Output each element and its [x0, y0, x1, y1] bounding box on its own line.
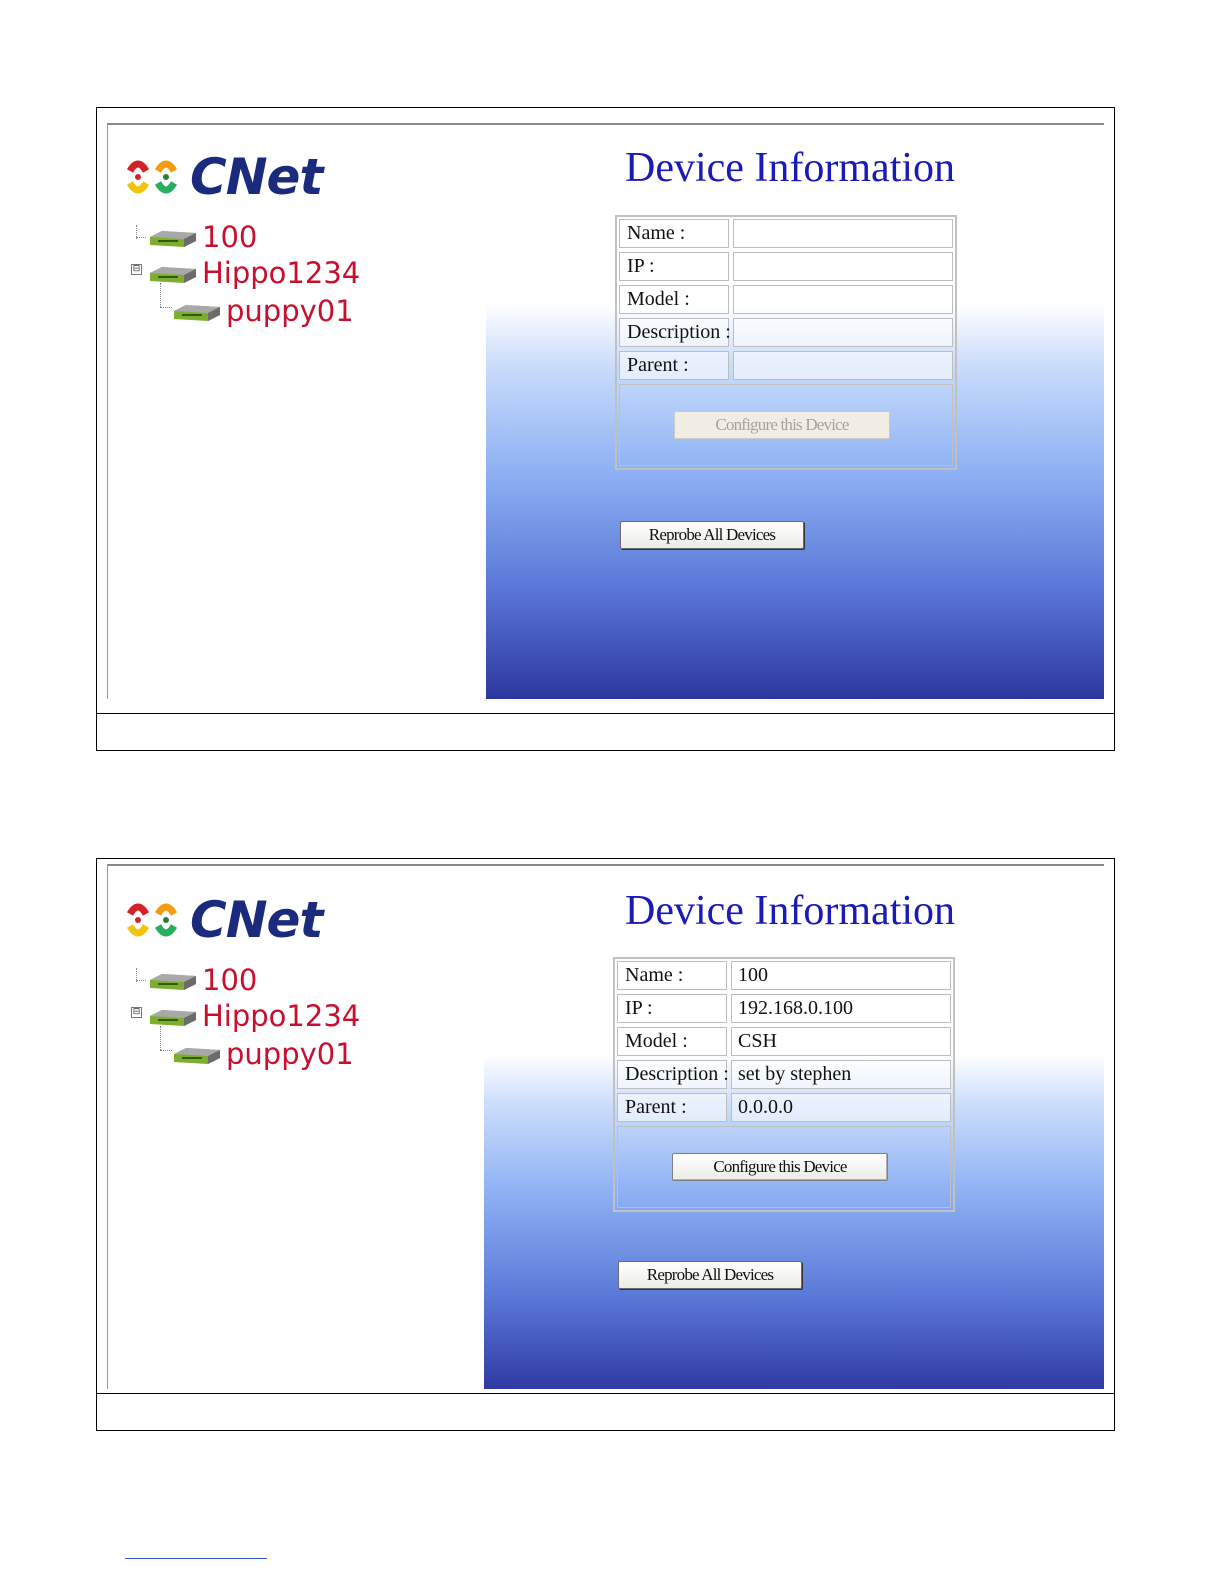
network-switch-icon [148, 1006, 198, 1028]
app-window [107, 123, 1104, 699]
tree-connector [136, 237, 146, 238]
tree-item-label: 100 [202, 220, 258, 254]
configure-device-button[interactable]: Configure this Device [672, 1153, 888, 1181]
device-info-form [615, 215, 957, 470]
tree-item-label: Hippo1234 [202, 256, 361, 290]
cnet-logo-icon [124, 894, 190, 950]
network-switch-icon [148, 227, 198, 249]
parent-field[interactable] [733, 351, 953, 380]
field-row-model [617, 1027, 951, 1058]
field-label: Description : [619, 318, 729, 347]
field-row-ip [617, 994, 951, 1025]
device-info-form [613, 957, 955, 1212]
parent-field[interactable]: 0.0.0.0 [731, 1093, 951, 1122]
tree-connector [160, 307, 172, 308]
collapse-toggle-icon[interactable]: ⊟ [132, 264, 141, 274]
page-title: Device Information [625, 145, 956, 191]
ip-field[interactable]: 192.168.0.100 [731, 994, 951, 1023]
network-switch-icon [172, 1044, 222, 1066]
model-field[interactable]: CSH [731, 1027, 951, 1056]
name-field[interactable]: 100 [731, 961, 951, 990]
field-row-description [617, 1060, 951, 1091]
collapse-toggle-icon[interactable]: ⊟ [132, 1007, 141, 1017]
tree-connector [136, 225, 137, 239]
tree-connector [160, 283, 161, 307]
field-row-name [619, 219, 953, 250]
model-field[interactable] [733, 285, 953, 314]
field-label: IP : [619, 252, 729, 281]
page-title: Device Information [625, 888, 956, 934]
field-row-ip [619, 252, 953, 283]
configure-device-button[interactable]: Configure this Device [674, 411, 890, 439]
tree-item-label: puppy01 [226, 294, 354, 328]
tree-connector [160, 1026, 161, 1050]
panel-footer [97, 713, 1114, 750]
tree-item-label: puppy01 [226, 1037, 354, 1071]
field-label: Parent : [619, 351, 729, 380]
ip-field[interactable] [733, 252, 953, 281]
cnet-logo-icon [124, 151, 190, 207]
app-window [107, 864, 1104, 1389]
description-field[interactable] [733, 318, 953, 347]
logo-text: CNet [190, 148, 323, 206]
field-row-parent [619, 351, 953, 382]
reprobe-all-devices-button[interactable]: Reprobe All Devices [620, 521, 804, 549]
field-label: Model : [617, 1027, 727, 1056]
logo-text: CNet [190, 891, 323, 949]
field-label: Name : [619, 219, 729, 248]
cnet-logo [124, 891, 324, 950]
tree-connector [160, 1050, 172, 1051]
field-label: Model : [619, 285, 729, 314]
reprobe-all-devices-button[interactable]: Reprobe All Devices [618, 1261, 802, 1289]
network-switch-icon [148, 263, 198, 285]
tree-connector [136, 968, 137, 982]
footnote-rule [125, 1558, 267, 1559]
tree-item-label: 100 [202, 963, 258, 997]
field-label: IP : [617, 994, 727, 1023]
cnet-logo [124, 148, 324, 207]
network-switch-icon [172, 301, 222, 323]
name-field[interactable] [733, 219, 953, 248]
tree-connector [136, 980, 146, 981]
network-switch-icon [148, 970, 198, 992]
field-row-description [619, 318, 953, 349]
tree-item-label: Hippo1234 [202, 999, 361, 1033]
field-label: Name : [617, 961, 727, 990]
field-label: Description : [617, 1060, 727, 1089]
field-row-name [617, 961, 951, 992]
description-field[interactable]: set by stephen [731, 1060, 951, 1089]
button-area [617, 1126, 951, 1208]
field-label: Parent : [617, 1093, 727, 1122]
panel-footer [97, 1393, 1114, 1430]
field-row-model [619, 285, 953, 316]
button-area [619, 384, 953, 466]
field-row-parent [617, 1093, 951, 1124]
screenshot-panel-2 [96, 858, 1115, 1431]
screenshot-panel-1 [96, 107, 1115, 751]
